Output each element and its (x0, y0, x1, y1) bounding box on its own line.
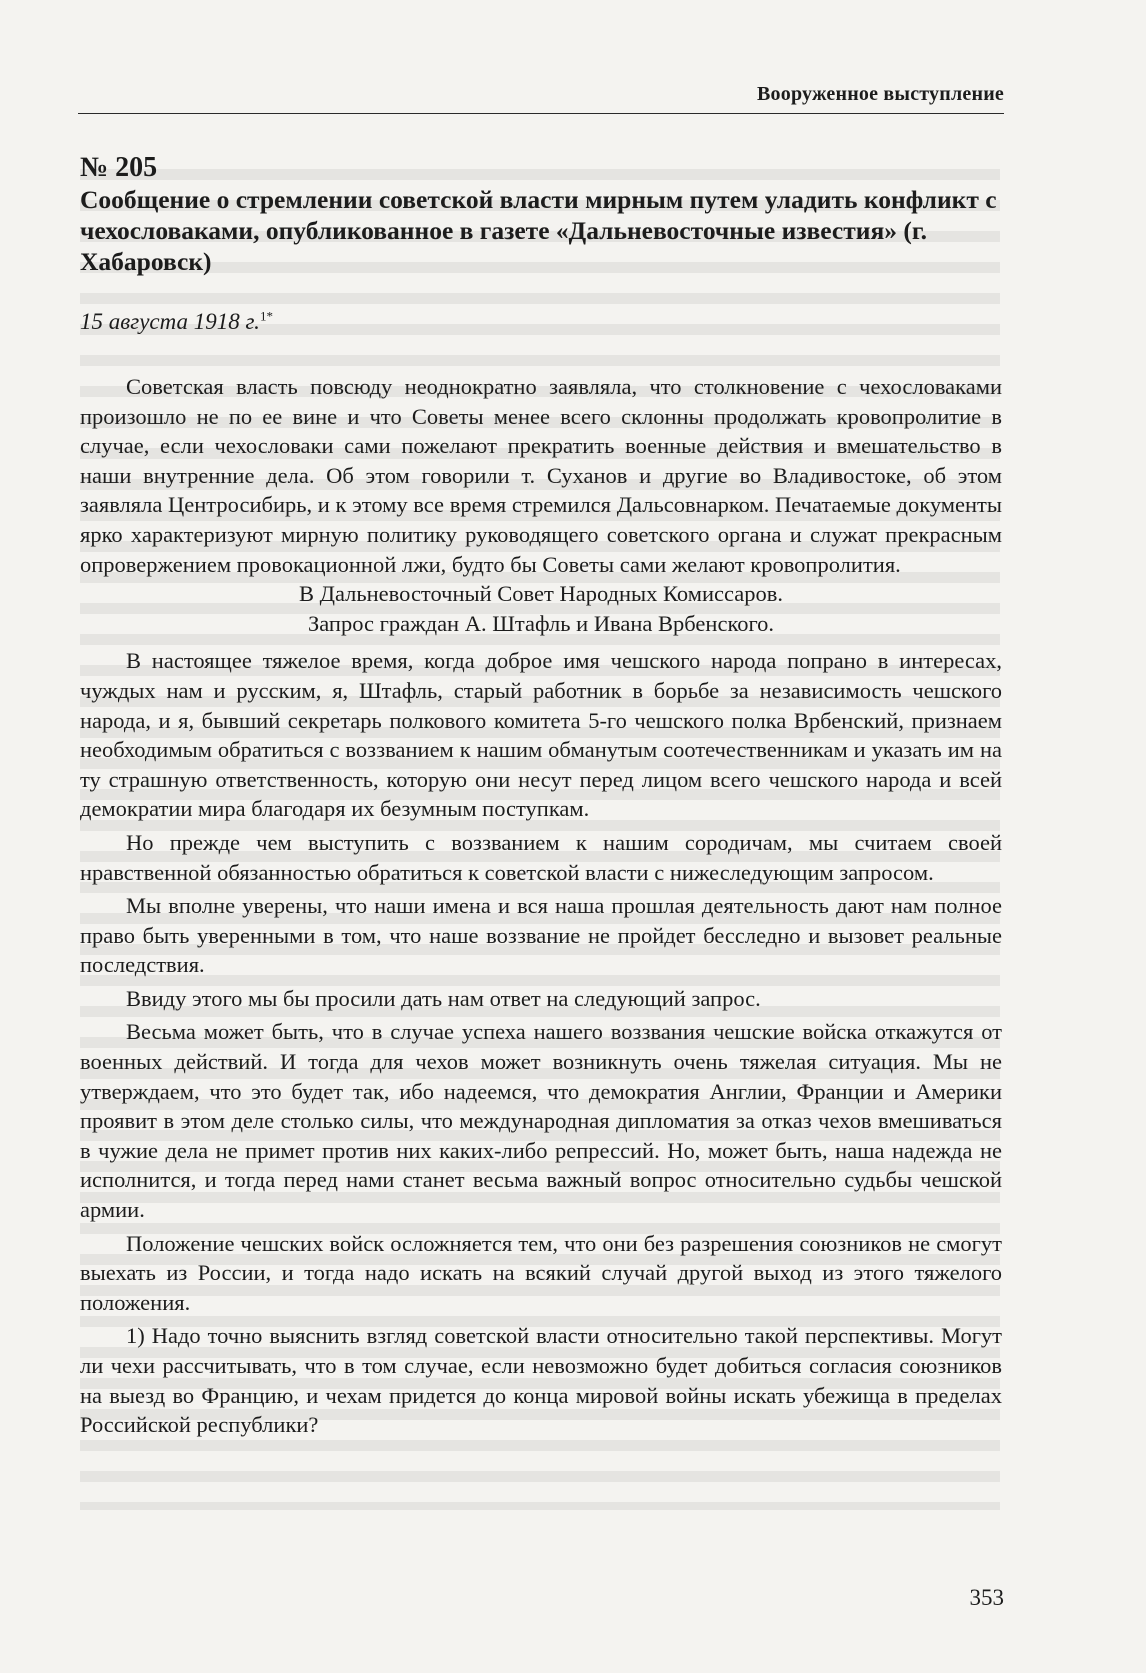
document-date (80, 307, 273, 337)
document-body (80, 372, 1002, 1444)
paragraph-question-1: 1) Надо точно выяснить взгляд советской власти относительно такой перспективы. Могут ли чехи рассчитывать, что в том случае, если невозможно будет добиться согласия союзников на выезд во Францию, и чехам придется до конца мировой войны искать убежища в пределах Российской республики? (80, 1323, 1002, 1438)
request-title: Запрос граждан А. Штафль и Ивана Врбенского. (307, 610, 775, 636)
date-text: 15 августа 1918 г. (80, 309, 260, 334)
paragraph: Положение чешских войск осложняется тем, что они без разрешения союзников не смогут выехать из России, и тогда надо искать на всякий случай другой выход из этого тяжелого положения. (80, 1230, 1002, 1315)
paragraph-intro: Советская власть повсюду неоднократно заявляла, что столкновение с чехословаками произошло не по ее вине и что Советы менее всего склонны продолжать кровопролитие в случае, если чехословаки сами пожелают прекратить военные действия и вмешательство в наши внутренние дела. Об этом говорили т. Суханов и другие во Владивостоке, об этом заявляла Центросибирь, и к этому все время стремился Дальсовнарком. Печатаемые документы ярко характеризуют мирную политику руководящего советского органа и служат прекрасным опровержением провокационной лжи, будто бы Советы сами желают кровопролития. (80, 374, 1002, 577)
paragraph: В настоящее тяжелое время, когда доброе имя чешского народа попрано в интересах, чуждых нам и русским, я, Штафль, старый работник в борьбе за независимость чешского народа, и я, бывший секретарь полкового комитета 5-го чешского полка Врбенский, признаем необходимым обратиться с воззванием к нашим обманутым соотечественникам и указать им на ту страшную ответственность, которую они несут перед лицом всего чешского народа и всей демократии мира благодаря их безумным поступкам. (80, 648, 1002, 822)
page-number: 353 (969, 1585, 1004, 1610)
document-title: Сообщение о стремлении советской власти мирным путем уладить конфликт с чехословаками, опубликованное в газете «Дальневосточные известия» (г. Хабаровск) (80, 185, 997, 276)
document-number: № 205 (80, 152, 158, 183)
paragraph: Мы вполне уверены, что наши имена и вся наша прошлая деятельность дают нам полное право быть уверенными в том, что наше воззвание не пройдет бесследно и вызовет реальные последствия. (80, 893, 1002, 978)
paragraph: Ввиду этого мы бы просили дать нам ответ на следующий запрос. (126, 985, 761, 1011)
addressee-line: В Дальневосточный Совет Народных Комиссаров. (298, 581, 784, 607)
paragraph: Весьма может быть, что в случае успеха нашего воззвания чешские войска откажутся от военных действий. И тогда для чехов может возникнуть очень тяжелая ситуация. Мы не утверждаем, что это будет так, ибо надеемся, что демократия Англии, Франции и Америки проявит в этом деле столько силы, что международная дипломатия за отказ чехов вмешиваться в чужие дела не примет против них каких-либо репрессий. Но, может быть, наша надежда не исполнится, и тогда перед нами станет весьма важный вопрос относительно судьбы чешской армии. (80, 1019, 1002, 1223)
header-rule (78, 113, 1004, 114)
footnote-mark: 1* (259, 308, 273, 324)
paragraph: Но прежде чем выступить с воззванием к нашим сородичам, мы считаем своей нравственной обязанностью обратиться к советской власти с нижеследующим запросом. (80, 829, 1002, 885)
running-header: Вооруженное выступление (757, 83, 1004, 105)
